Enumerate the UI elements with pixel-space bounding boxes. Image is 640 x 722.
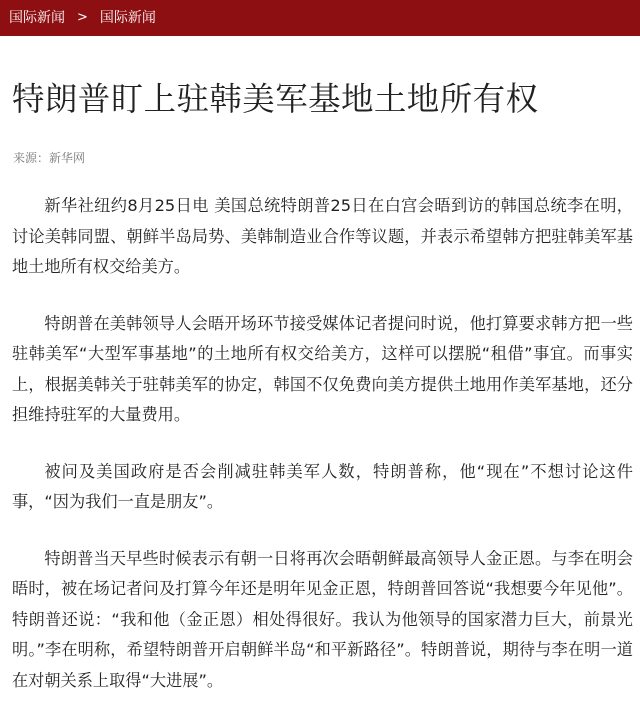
article-title: 特朗普盯上驻韩美军基地土地所有权: [12, 80, 539, 118]
breadcrumb-current-international-news[interactable]: 国际新闻: [99, 10, 156, 26]
breadcrumb: [0, 0, 640, 36]
article-source: 来源：新华网: [13, 151, 86, 165]
article-paragraph: 被问及美国政府是否会削减驻韩美军人数，特朗普称，他“现在”不想讨论这件事，“因为我们一直是朋友”。: [12, 461, 633, 511]
article-paragraph: 特朗普在美韩领导人会晤开场环节接受媒体记者提问时说，他打算要求韩方把一些驻韩美军“大型军事基地”的土地所有权交给美方，这样可以摆脱“租借”事宜。而事实上，根据美韩关于驻韩美军的协定，韩国不仅免费向美方提供土地用作美军基地，还分担维持驻军的大量费用。: [12, 313, 633, 424]
article-body: [12, 191, 633, 722]
breadcrumb-link-international-news[interactable]: 国际新闻: [9, 10, 65, 26]
article-paragraph: 特朗普当天早些时候表示有朝一日将再次会晤朝鲜最高领导人金正恩。与李在明会晤时，被在场记者问及打算今年还是明年见金正恩，特朗普回答说“我想要今年见他”。特朗普还说：“我和他（金正恩）相处得很好。我认为他领导的国家潜力巨大，前景光明。”李在明称，希望特朗普开启朝鲜半岛“和平新路径”。特朗普说，期待与李在明一道在对朝关系上取得“大进展”。: [12, 548, 633, 690]
article-paragraph: 新华社纽约8月25日电 美国总统特朗普25日在白宫会晤到访的韩国总统李在明，讨论美韩同盟、朝鲜半岛局势、美韩制造业合作等议题，并表示希望韩方把驻韩美军基地土地所有权交给美方。: [12, 196, 633, 276]
breadcrumb-separator: >: [77, 10, 88, 25]
